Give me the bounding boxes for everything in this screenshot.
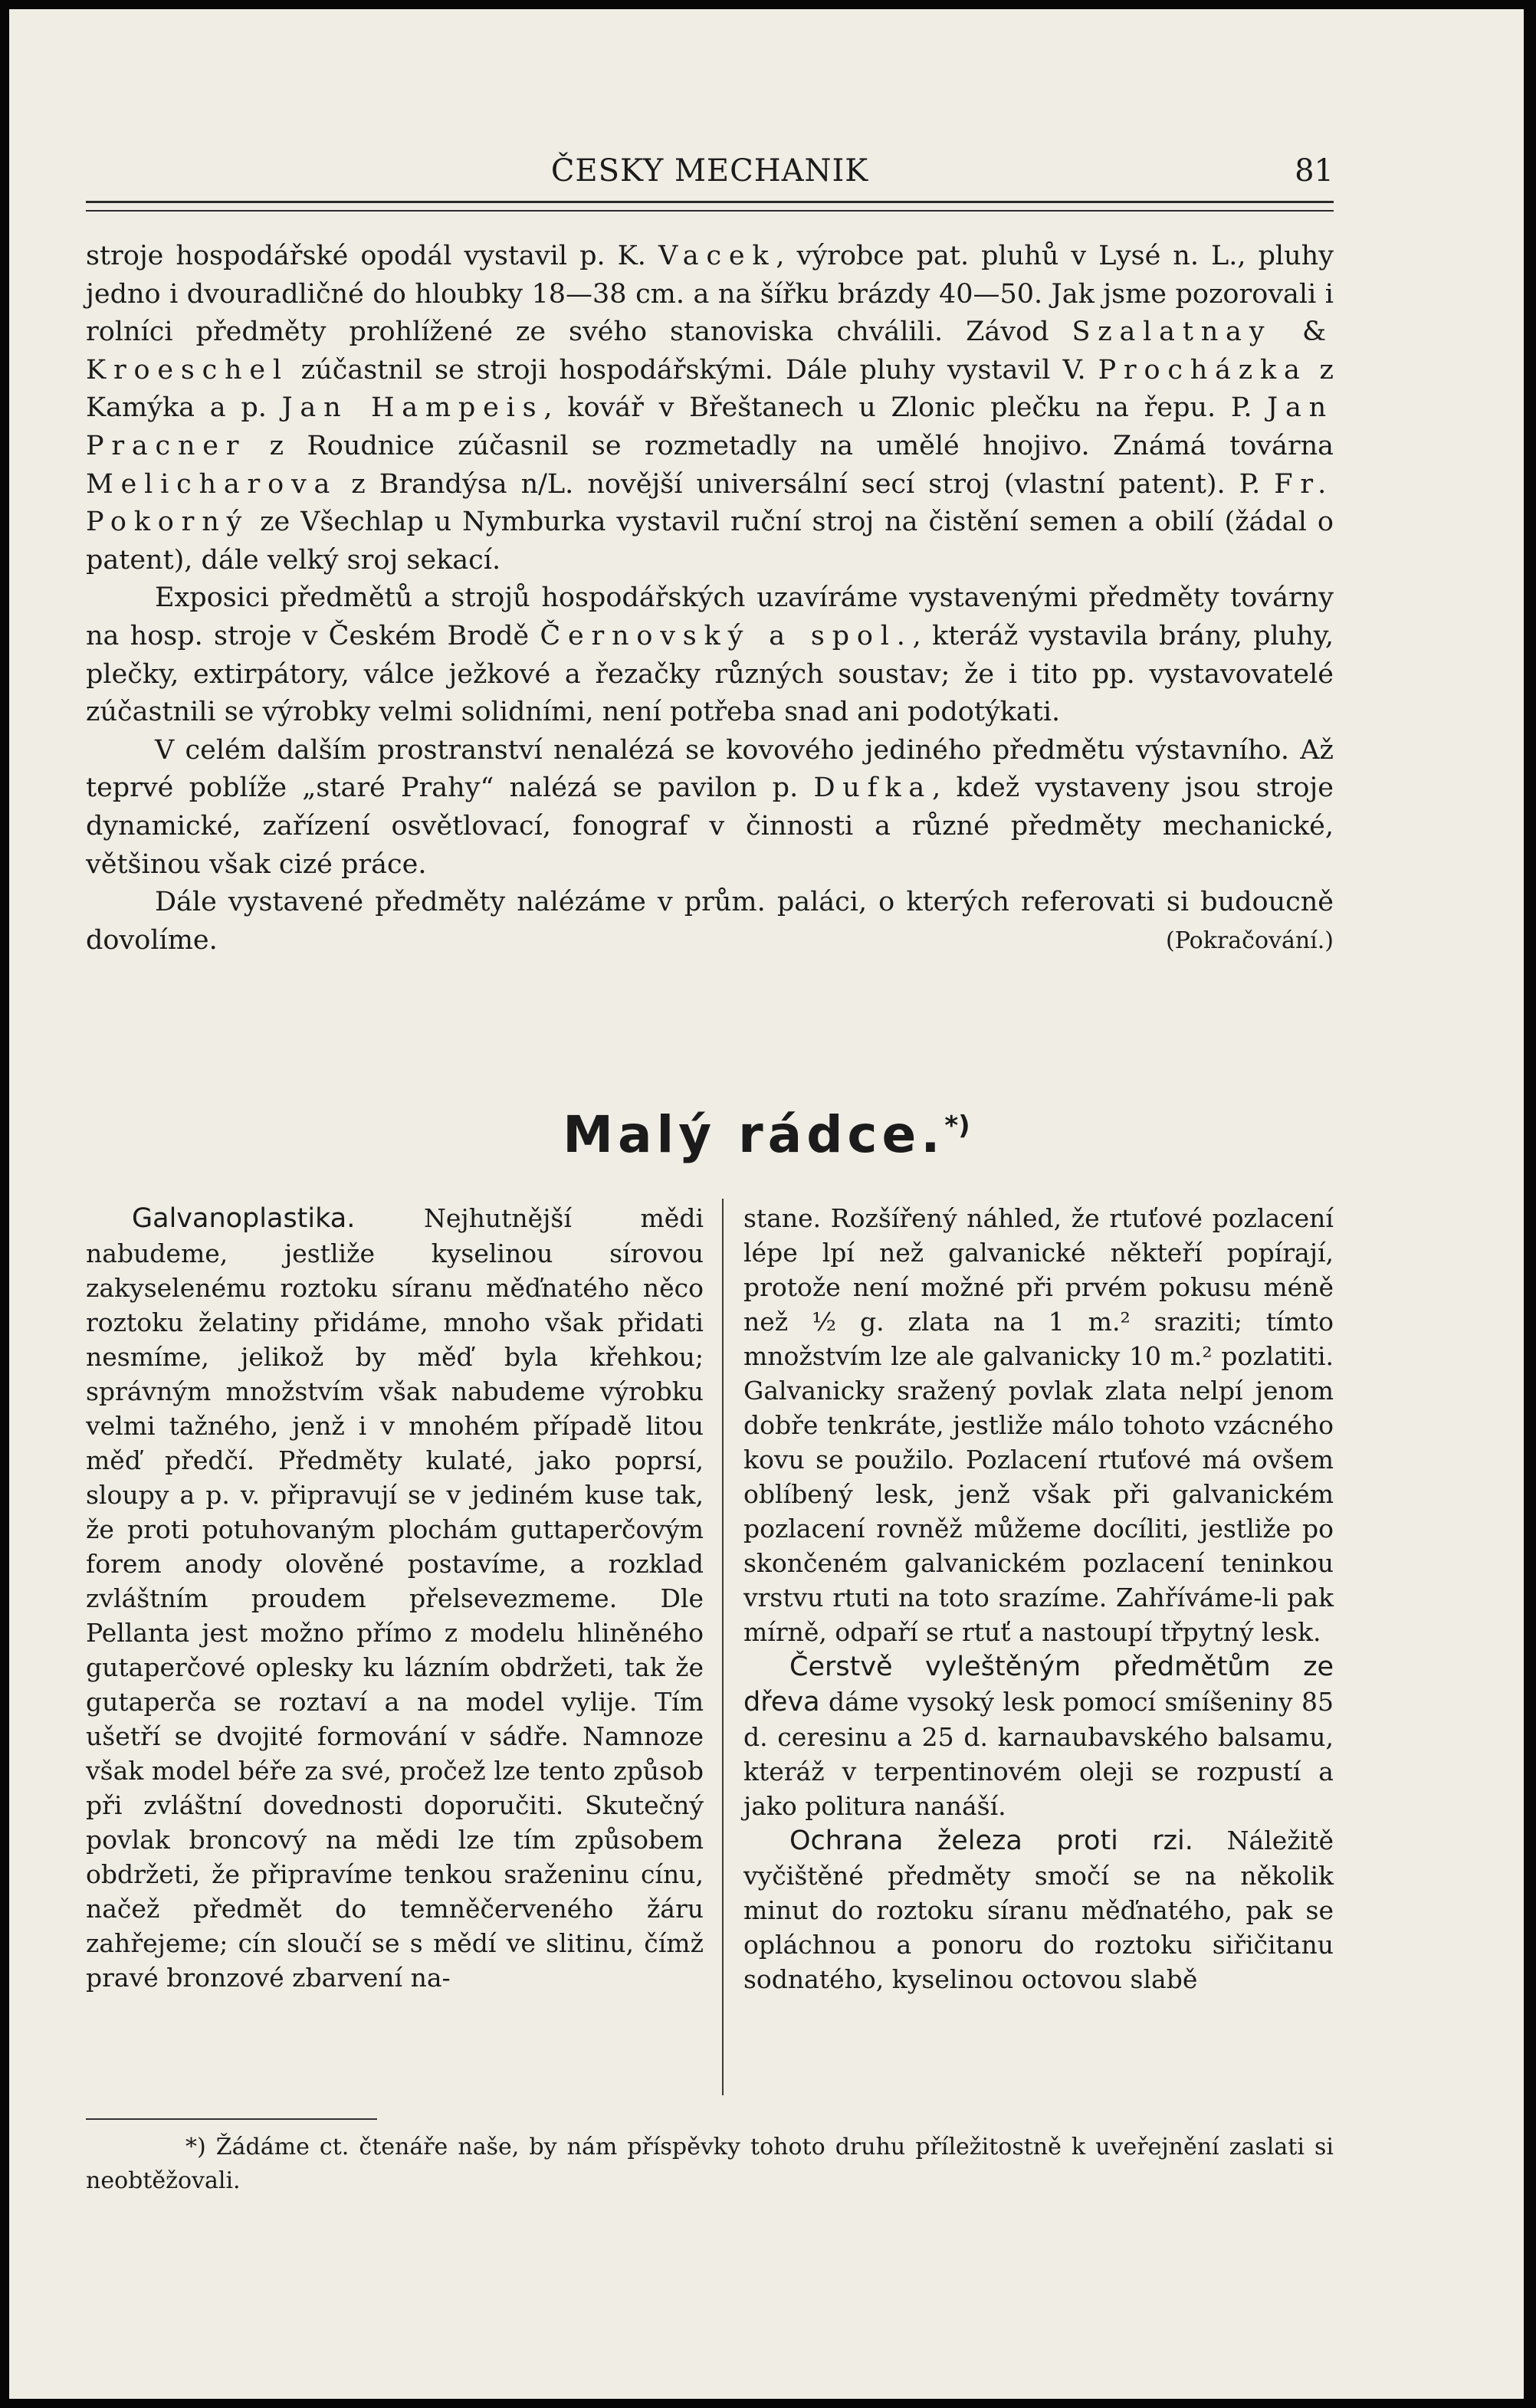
column-divider: [722, 1199, 724, 2095]
paragraph: [86, 732, 1334, 884]
text: z Kamýka a p.: [86, 354, 1334, 424]
article-continuation: [86, 238, 1334, 960]
paragraph: stane. Rozšířený náhled, že rtuťové pozlacení lépe lpí než galvanické někteří popírají, protože není možné při prvém pokusu méně než ½ g. zlata na 1 m.² sraziti; tímto množstvím lze ale galvanicky 10 m.² pozlatiti. Galvanicky sražený povlak zlata nelpí jenom dobře tenkráte, jestliže málo tohoto vzácného kovu se použilo. Pozlacení rtuťové má ovšem oblíbený lesk, jenž však při galvanickém pozlacení rovněž můžeme docíliti, jestliže po skončeném galvanickém pozlacení teninkou vrstvu rtuti na toto srazíme. Zahříváme-li pak mírně, odpaří se rtuť a nastoupí třpytný lesk.: [743, 1203, 1334, 1647]
spaced-name: Jan Pracner: [86, 392, 1334, 461]
spaced-name: Dufka: [813, 773, 933, 804]
spaced-name: Jan Hampeis: [281, 392, 544, 424]
footnote-text: Žádáme ct. čtenáře naše, by nám příspěvky tohoto druhu příležitostně k uveřejnění zaslati si neobtěžovali.: [86, 2134, 1334, 2194]
header-rule-thin: [86, 210, 1334, 212]
journal-title: ČESKY MECHANIK: [550, 153, 869, 189]
footnote-marker: *): [944, 1111, 970, 1141]
text: z Roudnice zúčasnil se rozmetadly na umělé hnojivo. Známá továrna: [246, 430, 1334, 461]
paragraph: [86, 238, 1334, 579]
footnote-marker: *): [185, 2134, 206, 2160]
scanned-page: [9, 9, 1524, 2399]
header-rule: [86, 201, 1334, 203]
spaced-name: Fr. Pokorný: [86, 468, 1334, 538]
section-title-text: Malý rádce.: [563, 1105, 945, 1164]
text: , výrobce pat. pluhů v Lysé n. L., pluhy jedno i dvouradličné do hloubky 18—38 cm. a na šířku brázdy 40—50. Jak jsme pozorovali i rolníci předměty prohlížené ze svého stanoviska chválili. Závod: [86, 241, 1334, 348]
spaced-name: Szalatnay & Kroeschel: [86, 317, 1334, 385]
run-in-heading: Čerstvě vyleštěným předmětům ze dřeva: [743, 1652, 1334, 1717]
run-in-heading: Ochrana železa proti rzi.: [789, 1826, 1193, 1856]
text: Náležitě vyčištěné předměty smočí se na několik minut do roztoku síranu měďnatého, pak se opláchnou a ponoru do roztoku siřičitanu sodnatého, kyselinou octovou slabě: [743, 1826, 1334, 1994]
text: , kdež vystaveny jsou stroje dynamické, zařízení osvětlovací, fonograf v činnosti a různé předměty mechanické, většinou však cizé práce.: [86, 773, 1334, 880]
text: zúčastnil se stroji hospodářskými. Dále pluhy vystavil V.: [288, 354, 1098, 385]
paragraph: [743, 1649, 1334, 1823]
text: stroje hospodářské opodál vystavil p. K.: [86, 241, 658, 271]
text: dáme vysoký lesk pomocí smíšeniny 85 d. ceresinu a 25 d. karnaubavského balsamu, kteráž v terpentinovém oleji se rozpustí a jako politura nanáší.: [743, 1687, 1334, 1821]
run-in-heading: Galvanoplastika.: [132, 1203, 356, 1234]
spaced-name: Vacek: [658, 241, 776, 271]
spaced-name: Melicharova: [86, 468, 338, 500]
footnote: [86, 2131, 1334, 2198]
left-column: [86, 1201, 704, 1995]
section-title: [9, 1105, 1524, 1164]
paragraph: [86, 579, 1334, 731]
running-head: [86, 153, 1334, 192]
spaced-name: Černovský a spol.: [540, 620, 913, 651]
text: Nejhutnější mědi nabudeme, jestliže kyselinou sírovou zakyselenému roztoku síranu měďnatého něco roztoku želatiny přidáme, mnoho však přidati nesmíme, jelikož by měď byla křehkou; správným množstvím však nabudeme výrobku velmi tažného, jenž i v mnohém případě litou měď předčí. Předměty kulaté, jako poprsí, sloupy a p. v. připravují se v jediném kuse tak, že proti potuhovaným plochám guttaperčovým forem anody olověné postavíme, a rozklad zvláštním proudem přelsevezmeme. Dle Pellanta jest možno přímo z modelu hliněného gutaperčové oplesky ku lázním obdržeti, tak že gutaperča se roztaví a na model vylije. Tím ušetří se dvojité formování v sádře. Namnoze však model béře za své, pročež lze tento způsob při zvláštní dovednosti doporučiti. Skutečný povlak broncový na mědi lze tím způsobem obdržeti, že připravíme tenkou sraženinu cínu, načež předmět do temněčerveného žáru zahřejeme; cín sloučí se s mědí ve slitinu, čímž pravé bronzové zbarvení na-: [86, 1203, 704, 1993]
spaced-name: Procházka: [1098, 354, 1308, 385]
continued-note: (Pokračování.): [1166, 927, 1334, 954]
text: Dále vystavené předměty nalézáme v prům. paláci, o kterých referovati si budoucně dovolíme.: [86, 887, 1334, 956]
paragraph: [86, 1201, 704, 1995]
text: ze Všechlap u Nymburka vystavil ruční stroj na čistění semen a obilí (žádal o patent), dále velký sroj sekací.: [86, 507, 1334, 576]
text: , kteráž vystavila brány, pluhy, plečky, extirpátory, válce ježkové a řezačky různých soustav; že i tito pp. vystavovatelé zúčastnili se výrobky velmi solidními, není potřeba snad ani podotýkati.: [86, 620, 1334, 728]
page-number: 81: [1295, 153, 1334, 189]
text: V celém dalším prostranství nenalézá se kovového jediného předmětu výstavního. Až teprvé poblíže „staré Prahy“ nalézá se pavilon p.: [86, 734, 1334, 804]
text: z Brandýsa n/L. novější universální secí stroj (vlastní patent). P.: [337, 468, 1275, 500]
text: , kovář v Břeštanech u Zlonic plečku na řepu. P.: [543, 392, 1268, 424]
paragraph: [86, 884, 1334, 960]
footnote-rule: [86, 2118, 377, 2120]
paragraph: [743, 1823, 1334, 1996]
text: Exposici předmětů a strojů hospodářských uzavíráme vystavenými předměty továrny na hosp. stroje v Českém Brodě: [86, 582, 1334, 651]
right-column: [743, 1201, 1334, 1996]
